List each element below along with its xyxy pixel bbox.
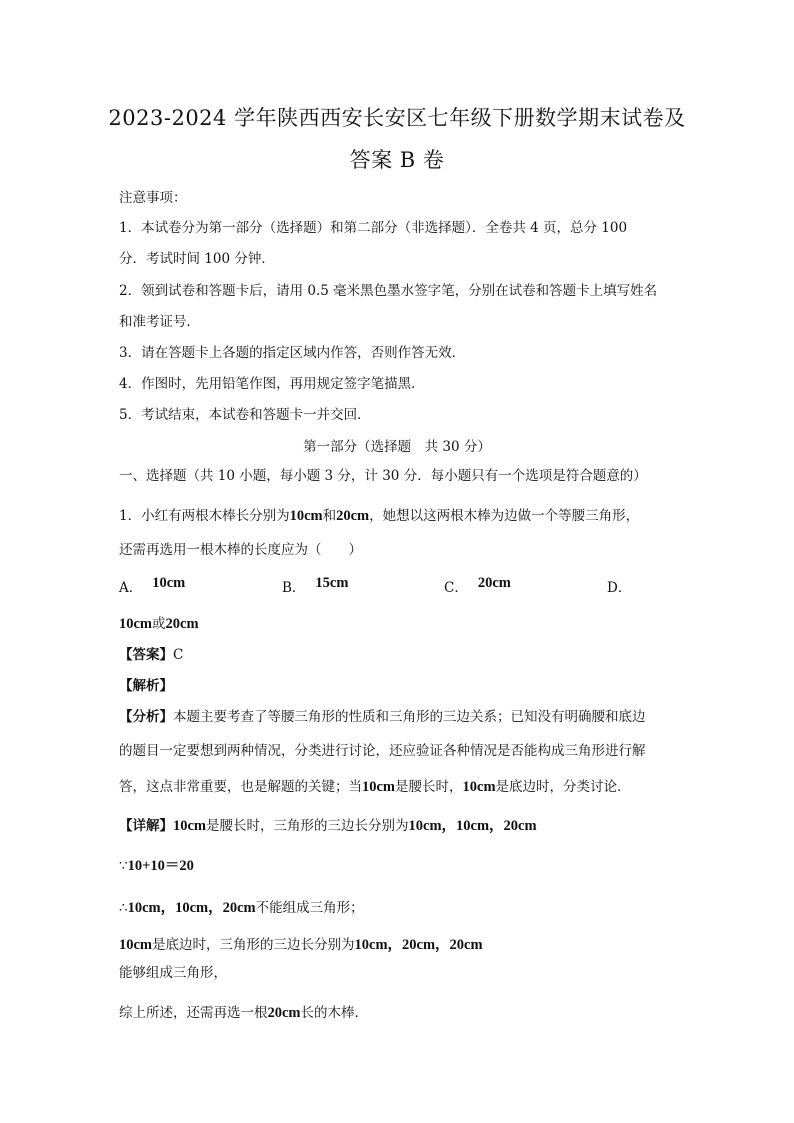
math-sides: 10cm，10cm，20cm (408, 818, 537, 834)
answer-line (119, 645, 183, 665)
detail-line-3 (119, 898, 364, 918)
therefore-symbol: ∴ (119, 900, 128, 916)
detail-text: 是底边时，三角形的三边长分别为 (152, 937, 355, 953)
stem-text: 和 (322, 508, 337, 524)
option-b-value: 15cm (315, 575, 349, 591)
detail-line-4 (119, 935, 483, 955)
option-a (119, 575, 186, 598)
detail-text: 长的木棒． (300, 1005, 369, 1021)
notice-item-3: 3．请在答题卡上各题的指定区域内作答，否则作答无效． (119, 345, 466, 361)
notice-item-2: 2．领到试卷和答题卡后，请用 0.5 毫米黑色墨水签字笔，分别在试卷和答题卡上填写姓名 (119, 283, 658, 299)
option-c (444, 575, 511, 598)
math-length: 10cm (462, 779, 496, 795)
detail-line-2 (119, 856, 194, 876)
option-b (282, 575, 349, 598)
detail-line-1 (119, 816, 537, 836)
because-symbol: ∵ (119, 858, 128, 874)
jiexi-label: 【解析】 (119, 678, 173, 694)
option-a-value: 10cm (152, 575, 186, 591)
math-sides: 10cm，20cm，20cm (354, 937, 483, 953)
analysis-label: 【分析】 (119, 709, 173, 725)
document-title-line-2: 答案 B 卷 (349, 148, 445, 172)
notice-item-1: 1．本试卷分为第一部分（选择题）和第二部分（非选择题）．全卷共 4 页，总分 100 (119, 220, 628, 236)
math-length: 10cm (119, 937, 153, 953)
detail-text: 综上所述，还需再选一根 (119, 1005, 268, 1021)
question-1-stem (119, 506, 639, 526)
analysis-text: 是底边时，分类讨论． (495, 779, 631, 795)
math-length: 10cm (289, 508, 323, 524)
math-length: 10cm (362, 779, 396, 795)
detail-text: 不能组成三角形； (255, 900, 364, 916)
answer-label: 【答案】 (119, 647, 173, 663)
stem-text: ，她想以这两根木棒为边做一个等腰三角形， (369, 508, 640, 524)
option-c-label: C． (444, 580, 468, 596)
math-length: 20cm (165, 616, 199, 632)
answer-value: C (173, 647, 184, 663)
detail-line-6 (119, 1003, 368, 1023)
math-length: 20cm (336, 508, 370, 524)
analysis-text: 是腰长时， (395, 779, 463, 795)
detail-line-5: 能够组成三角形， (119, 965, 227, 981)
option-a-label: A． (119, 580, 143, 596)
analysis-text: 本题主要考查了等腰三角形的性质和三角形的三边关系；已知没有明确腰和底边 (173, 709, 646, 725)
option-d-value (119, 614, 199, 634)
math-length: 10cm (119, 616, 153, 632)
analysis-line-3 (119, 777, 631, 797)
analysis-line-1 (119, 707, 646, 727)
section-heading: 一、选择题（共 10 小题，每小题 3 分，计 30 分．每小题只有一个选项是符合题意的） (119, 468, 647, 484)
detail-label: 【详解】 (119, 818, 173, 834)
document-title-line-1: 2023-2024 学年陕西西安长安区七年级下册数学期末试卷及 (108, 106, 686, 130)
math-equation: 10+10＝20 (127, 858, 194, 874)
math-length: 10cm (173, 818, 207, 834)
option-b-label: B． (282, 580, 306, 596)
detail-text: 是腰长时，三角形的三边长分别为 (206, 818, 409, 834)
notice-item-4: 4．作图时，先用铅笔作图，再用规定签字笔描黑． (119, 376, 425, 392)
math-length: 20cm (267, 1005, 301, 1021)
math-sides: 10cm，10cm，20cm (127, 900, 256, 916)
option-d-label: D． (607, 580, 632, 596)
analysis-text: 答，这点非常重要，也是解题的关键；当 (119, 779, 362, 795)
notice-item-2-cont: 和准考证号． (119, 314, 200, 330)
stem-text: 1．小红有两根木棒长分别为 (119, 508, 290, 524)
option-c-value: 20cm (477, 575, 511, 591)
part-1-heading: 第一部分（选择题 共 30 分） (303, 439, 491, 455)
notice-heading: 注意事项： (119, 190, 187, 206)
notice-item-1-cont: 分．考试时间 100 分钟． (119, 251, 275, 267)
analysis-line-2: 的题目一定要想到两种情况，分类进行讨论，还应验证各种情况是否能构成三角形进行解 (119, 743, 646, 759)
question-1-stem-cont: 还需再选用一根木棒的长度应为（ ） (119, 542, 362, 558)
option-d-or: 或 (152, 616, 166, 632)
notice-item-5: 5．考试结束，本试卷和答题卡一并交回． (119, 407, 371, 423)
